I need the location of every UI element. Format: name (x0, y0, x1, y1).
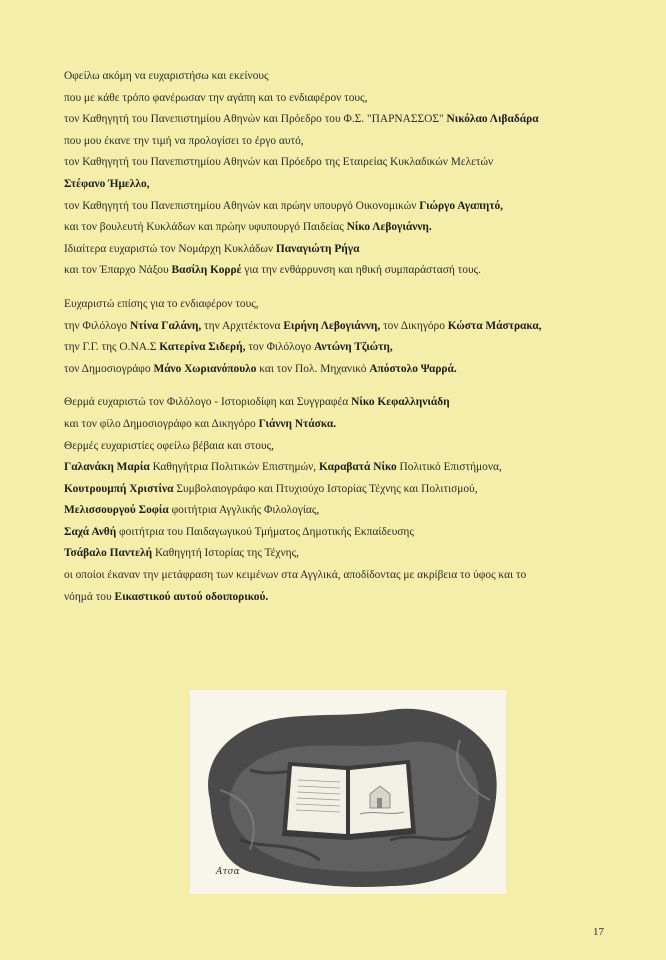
person-name: Γαλανάκη Μαρία (64, 461, 150, 474)
person-name: Μάνο Χωριανόπουλο (153, 362, 257, 375)
person-name: Μελισσουργού Σοφία (64, 504, 169, 517)
person-name: Παναγιώτη Ρήγα (275, 242, 360, 255)
text-line (64, 217, 624, 239)
person-name: Νικόλαο Λιβαδάρα (446, 113, 539, 126)
text-line (64, 359, 624, 381)
text-segment: τον Δημοσιογράφο (64, 362, 154, 375)
text-line (64, 88, 624, 110)
person-name: Σαχά Ανθή (64, 525, 117, 538)
text-line (64, 565, 624, 587)
text-line (64, 260, 624, 282)
text-segment: και τον Έπαρχο Νάξου (64, 264, 172, 277)
book-on-cloth-illustration (190, 690, 506, 894)
person-name: Ντίνα Γαλάνη, (129, 319, 202, 332)
text-line (64, 131, 624, 153)
person-name: Νίκο Λεβογιάννη. (346, 221, 432, 234)
paragraph-gap (64, 380, 624, 392)
text-line (64, 109, 624, 131)
text-line (64, 522, 624, 544)
text-segment: Πολιτικό Επιστήμονα, (396, 461, 502, 474)
artist-signature: Ατσα (216, 867, 240, 877)
text-segment: τον Καθηγητή του Πανεπιστημίου Αθηνών και πρώην υπουργό Οικονομικών (64, 199, 420, 212)
text-line (64, 500, 624, 522)
text-segment: που μου έκανε την τιμή να προλογίσει το έργο αυτό, (64, 134, 304, 147)
text-segment: νόημά του (64, 590, 115, 603)
text-segment: φοιτήτρια του Παιδαγωγικού Τμήματος Δημοτικής Εκπαίδευσης (116, 525, 414, 538)
text-segment: Θερμά ευχαριστώ τον Φιλόλογο - Ιστοριοδίφη και Συγγραφέα (64, 396, 352, 409)
text-line (64, 196, 624, 218)
text-segment: την Φιλόλογο (64, 319, 130, 332)
text-segment: που με κάθε τρόπο φανέρωσαν την αγάπη και το ενδιαφέρον τους, (64, 91, 368, 104)
person-name: Καραβατά Νίκο (318, 461, 397, 474)
text-segment: τον Καθηγητή του Πανεπιστημίου Αθηνών και Πρόεδρο της Εταιρείας Κυκλαδικών Μελετών (64, 156, 494, 169)
person-name: Απόστολο Ψαρρά. (369, 362, 457, 375)
text-line (64, 294, 624, 316)
person-name: Κατερίνα Σιδερή, (159, 341, 246, 354)
text-segment: Οφείλω ακόμη να ευχαριστήσω και εκείνους (64, 70, 269, 82)
text-segment: και τον βουλευτή Κυκλάδων και πρώην υφυπουργό Παιδείας (64, 221, 347, 234)
text-segment: τον Καθηγητή του Πανεπιστημίου Αθηνών και Πρόεδρο του Φ.Σ. "ΠΑΡΝΑΣΣΟΣ" (64, 113, 447, 126)
text-line (64, 414, 624, 436)
text-segment: Καθηγητή Ιστορίας της Τέχνης, (152, 547, 299, 560)
person-name: Βασίλη Κορρέ (171, 264, 242, 277)
text-segment: τον Δικηγόρο (380, 319, 448, 332)
acknowledgements-text (64, 66, 624, 608)
person-name: Εικαστικού αυτού οδοιπορικού. (114, 590, 269, 603)
person-name: Στέφανο Ήμελλο, (64, 177, 150, 190)
text-line (64, 152, 624, 174)
text-segment: Συμβολαιογράφο και Πτυχιούχο Ιστορίας Τέχνης και Πολιτισμού, (173, 482, 478, 495)
text-line (64, 174, 624, 196)
text-line (64, 392, 624, 414)
text-segment: για την ενθάρρυνση και ηθική συμπαράστασή τους. (241, 264, 481, 277)
text-line (64, 543, 624, 565)
text-line (64, 436, 624, 458)
person-name: Γιάννη Ντάσκα. (258, 417, 337, 430)
person-name: Ειρήνη Λεβογιάννη, (283, 319, 381, 332)
text-line (64, 457, 624, 479)
person-name: Αντώνη Τζιώτη, (314, 341, 393, 354)
text-line (64, 479, 624, 501)
text-segment: και τον Πολ. Μηχανικό (256, 362, 370, 375)
text-segment: Θερμές ευχαριστίες οφείλω βέβαια και στους, (64, 439, 274, 452)
person-name: Κώστα Μάστρακα, (447, 319, 542, 332)
text-line (64, 239, 624, 261)
text-segment: Ιδιαίτερα ευχαριστώ τον Νομάρχη Κυκλάδων (64, 242, 276, 255)
person-name: Τσάβαλο Παντελή (64, 547, 153, 560)
text-line (64, 316, 624, 338)
paragraph-gap (64, 282, 624, 294)
text-segment: και τον φίλο Δημοσιογράφο και Δικηγόρο (64, 417, 259, 430)
text-line (64, 337, 624, 359)
text-line (64, 66, 624, 88)
text-segment: Καθηγήτρια Πολιτικών Επιστημών, (149, 461, 319, 474)
person-name: Νίκο Κεφαλληνιάδη (351, 396, 450, 409)
text-segment: την Γ.Γ. της Ο.ΝΑ.Σ (64, 341, 160, 354)
person-name: Γιώργο Αγαπητό, (419, 199, 503, 212)
text-line (64, 587, 624, 609)
text-segment: Ευχαριστώ επίσης για το ενδιαφέρον τους, (64, 297, 259, 310)
text-segment: φοιτήτρια Αγγλικής Φιλολογίας, (168, 504, 320, 517)
text-segment: την Αρχιτέκτονα (201, 319, 284, 332)
page-number: 17 (593, 926, 604, 938)
text-segment: τον Φιλόλογο (245, 341, 314, 354)
person-name: Κουτρουμπή Χριστίνα (64, 482, 174, 495)
text-segment: οι οποίοι έκαναν την μετάφραση των κειμένων στα Αγγλικά, αποδίδοντας με ακρίβεια το ύφος και το (64, 569, 527, 582)
